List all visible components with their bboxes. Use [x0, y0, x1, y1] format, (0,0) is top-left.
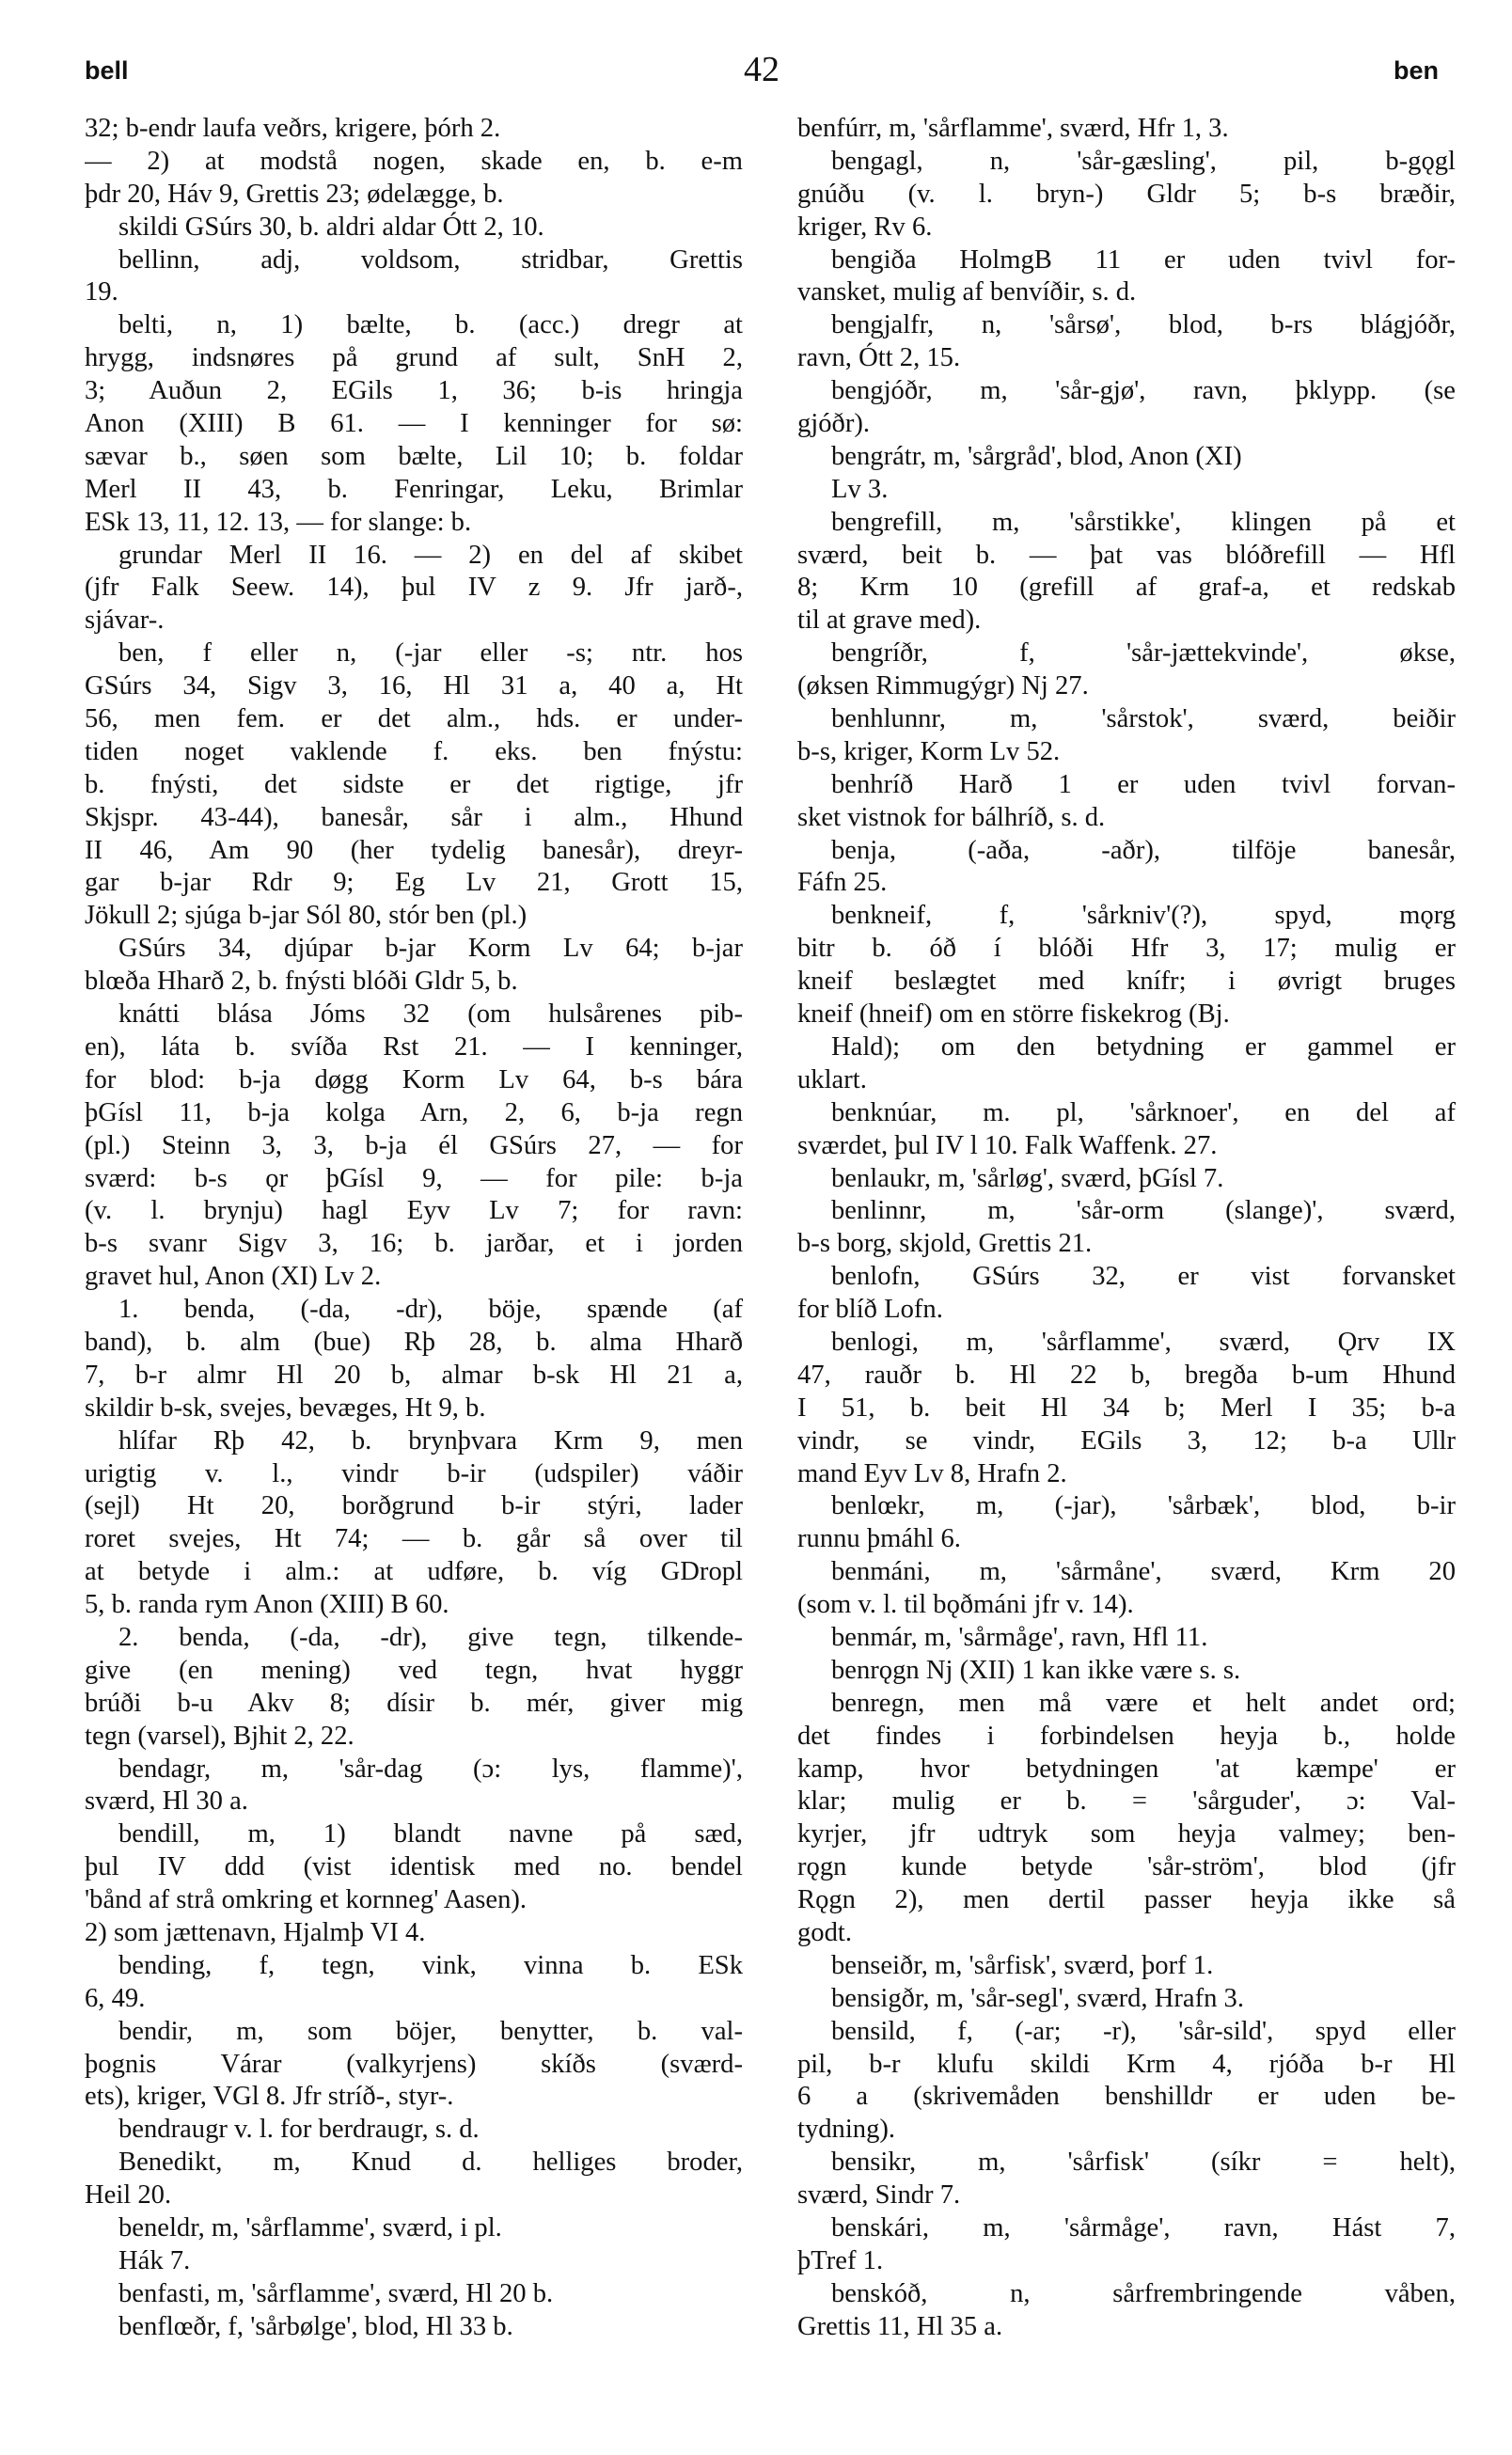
text-line: urigtig v. l., vindr b-ir (udspiler) váðir	[85, 1458, 743, 1488]
text-line: kyrjer, jfr udtryk som heyja valmey; ben-	[797, 1819, 1456, 1849]
text-line: 1. benda, (-da, -dr), böje, spænde (af	[118, 1295, 743, 1325]
text-line: bendill, m, 1) blandt navne på sæd,	[118, 1819, 743, 1849]
text-line: roret svejes, Ht 74; — b. går så over til	[85, 1524, 743, 1554]
text-line: bitr b. óð í blóði Hfr 3, 17; mulig er	[797, 934, 1456, 964]
text-line: en), láta b. svíða Rst 21. — I kenninger,	[85, 1031, 743, 1062]
text-line: bengrátr, m, 'sårgråd', blod, Anon (XI)	[831, 441, 1242, 471]
text-line: hrygg, indsnøres på grund af sult, SnH 2,	[85, 343, 743, 373]
text-line: Grettis 11, Hl 35 a.	[797, 2311, 1003, 2341]
text-line: 2. benda, (-da, -dr), give tegn, tilkende-	[118, 1622, 743, 1652]
text-line: benmáni, m, 'sårmåne', sværd, Krm 20	[831, 1557, 1456, 1587]
text-line: Heil 20.	[85, 2180, 172, 2211]
text-line: b. fnýsti, det sidste er det rigtige, jfr	[85, 769, 743, 799]
text-line: benhríð Harð 1 er uden tvivl forvan-	[831, 769, 1456, 799]
text-line: benskári, m, 'sårmåge', ravn, Hást 7,	[831, 2213, 1456, 2243]
text-line: belti, n, 1) bælte, b. (acc.) dregr at	[118, 310, 743, 340]
text-line: sjávar-.	[85, 606, 165, 636]
text-line: sævar b., søen som bælte, Lil 10; b. foldar	[85, 441, 743, 471]
text-line: bensikr, m, 'sårfisk' (síkr = helt),	[831, 2148, 1456, 2178]
text-line: kriger, Rv 6.	[797, 212, 933, 242]
text-line: sværd, Hl 30 a.	[85, 1786, 248, 1817]
text-line: sket vistnok for bálhríð, s. d.	[797, 802, 1106, 832]
text-line: kneif beslægtet med knífr; i øvrigt bruges	[797, 967, 1456, 997]
text-line: bensigðr, m, 'sår-segl', sværd, Hrafn 3.	[831, 1983, 1245, 2013]
text-line: þdr 20, Háv 9, Grettis 23; ødelægge, b.	[85, 179, 504, 209]
text-line: kneif (hneif) om en större fiskekrog (Bj.	[797, 999, 1230, 1030]
text-line: uklart.	[797, 1064, 867, 1094]
text-line: (øksen Rimmugýgr) Nj 27.	[797, 671, 1089, 701]
text-line: at betyde i alm.: at udføre, b. víg GDropl	[85, 1557, 743, 1587]
text-line: benskóð, n, sårfrembringende våben,	[831, 2278, 1456, 2308]
text-line: þGísl 11, b-ja kolga Arn, 2, 6, b-ja regn	[85, 1097, 743, 1127]
left-column	[85, 113, 743, 2344]
text-line: bengjalfr, n, 'sårsø', blod, b-rs blágjóðr,	[831, 310, 1456, 340]
text-line: gjóðr).	[797, 409, 871, 439]
text-line: Rǫgn 2), men dertil passer heyja ikke så	[797, 1885, 1456, 1915]
text-line: benlogi, m, 'sårflamme', sværd, Ǫrv IX	[831, 1327, 1456, 1357]
text-line: Anon (XIII) B 61. — I kenninger for sø:	[85, 409, 743, 439]
text-line: ets), kriger, VGl 8. Jfr stríð-, styr-.	[85, 2082, 454, 2112]
text-line: bendraugr v. l. for berdraugr, s. d.	[118, 2115, 480, 2145]
text-line: Jökull 2; sjúga b-jar Sól 80, stór ben (pl.)	[85, 901, 528, 931]
text-line: bengjóðr, m, 'sår-gjø', ravn, þklypp. (se	[831, 376, 1456, 406]
right-column	[797, 113, 1456, 2344]
text-line: benlinnr, m, 'sår-orm (slange)', sværd,	[831, 1196, 1456, 1226]
text-line: bengiða HolmgB 11 er uden tvivl for-	[831, 244, 1456, 275]
text-line: 32; b-endr laufa veðrs, krigere, þórh 2.	[85, 114, 501, 143]
text-line: sværdet, þul IV l 10. Falk Waffenk. 27.	[797, 1130, 1218, 1160]
text-line: þul IV ddd (vist identisk med no. bendel	[85, 1852, 743, 1882]
text-line: (som v. l. til bǫðmáni jfr v. 14).	[797, 1590, 1134, 1620]
text-line: benmár, m, 'sårmåge', ravn, Hfl 11.	[831, 1622, 1208, 1652]
text-line: Hák 7.	[118, 2245, 191, 2275]
text-line: b-s, kriger, Korm Lv 52.	[797, 736, 1061, 766]
text-line: runnu þmáhl 6.	[797, 1524, 961, 1554]
text-line: 8; Krm 10 (grefill af graf-a, et redskab	[797, 573, 1456, 603]
right-running-headword: ben	[1393, 56, 1439, 85]
text-line: give (en mening) ved tegn, hvat hyggr	[85, 1655, 743, 1685]
text-line: bendagr, m, 'sår-dag (ɔ: lys, flamme)',	[118, 1754, 743, 1784]
text-line: pil, b-r klufu skildi Krm 4, rjóða b-r Hl	[797, 2049, 1456, 2079]
text-line: 56, men fem. er det alm., hds. er under-	[85, 704, 743, 734]
text-line: benflœðr, f, 'sårbølge', blod, Hl 33 b.	[118, 2311, 513, 2341]
text-line: Merl II 43, b. Fenringar, Leku, Brimlar	[85, 474, 743, 504]
text-line: kamp, hvor betydningen 'at kæmpe' er	[797, 1754, 1456, 1784]
text-line: vindr, se vindr, EGils 3, 12; b-a Ullr	[797, 1425, 1456, 1456]
text-line: sværd: b-s ǫr þGísl 9, — for pile: b-ja	[85, 1163, 743, 1193]
text-line: benlaukr, m, 'sårløg', sværd, þGísl 7.	[831, 1163, 1224, 1193]
text-line: b-s svanr Sigv 3, 16; b. jarðar, et i jorden	[85, 1229, 743, 1259]
text-line: Lv 3.	[831, 474, 889, 504]
page-header	[85, 49, 1439, 96]
text-line: ben, f eller n, (-jar eller -s; ntr. hos	[118, 638, 743, 669]
text-line: I 51, b. beit Hl 34 b; Merl I 35; b-a	[797, 1393, 1456, 1423]
text-line: bengrefill, m, 'sårstikke', klingen på et	[831, 507, 1456, 537]
text-line: bendir, m, som böjer, benytter, b. val-	[118, 2016, 743, 2046]
text-line: bending, f, tegn, vink, vinna b. ESk	[118, 1950, 743, 1980]
text-line: benja, (-aða, -aðr), tilföje banesår,	[831, 835, 1456, 865]
text-line: bengríðr, f, 'sår-jættekvinde', økse,	[831, 638, 1456, 669]
text-line: klar; mulig er b. = 'sårguder', ɔ: Val-	[797, 1786, 1456, 1817]
text-line: skildi GSúrs 30, b. aldri aldar Ótt 2, 10.	[118, 212, 544, 242]
text-line: þTref 1.	[797, 2245, 884, 2275]
text-line: mand Eyv Lv 8, Hrafn 2.	[797, 1458, 1067, 1488]
text-line: 'bånd af strå omkring et kornneg' Aasen).	[85, 1885, 528, 1915]
text-line: bellinn, adj, voldsom, stridbar, Grettis	[118, 244, 743, 275]
text-line: benfúrr, m, 'sårflamme', sværd, Hfr 1, 3.	[797, 114, 1229, 143]
text-line: skildir b-sk, svejes, bevæges, Ht 9, b.	[85, 1393, 486, 1423]
text-line: 47, rauðr b. Hl 22 b, bregða b-um Hhund	[797, 1360, 1456, 1390]
text-line: gravet hul, Anon (XI) Lv 2.	[85, 1262, 382, 1292]
text-line: gnúðu (v. l. bryn-) Gldr 5; b-s bræðir,	[797, 179, 1456, 209]
text-line: brúði b-u Akv 8; dísir b. mér, giver mig	[85, 1688, 743, 1718]
text-line: gar b-jar Rdr 9; Eg Lv 21, Grott 15,	[85, 868, 743, 898]
text-line: knátti blása Jóms 32 (om hulsårenes pib-	[118, 999, 743, 1030]
text-line: godt.	[797, 1917, 852, 1947]
text-line: til at grave med).	[797, 606, 982, 636]
text-line: benregn, men må være et helt andet ord;	[831, 1688, 1456, 1718]
text-line: þognis Várar (valkyrjens) skíðs (sværd-	[85, 2049, 743, 2079]
text-line: — 2) at modstå nogen, skade en, b. e-m	[85, 146, 743, 176]
text-line: rǫgn kunde betyde 'sår-ström', blod (jfr	[797, 1852, 1456, 1882]
text-line: (jfr Falk Seew. 14), þul IV z 9. Jfr jarð-,	[85, 573, 743, 603]
text-line: bensild, f, (-ar; -r), 'sår-sild', spyd eller	[831, 2016, 1456, 2046]
text-line: band), b. alm (bue) Rþ 28, b. alma Hharð	[85, 1327, 743, 1357]
text-line: tiden noget vaklende f. eks. ben fnýstu:	[85, 736, 743, 766]
text-line: (v. l. brynju) hagl Eyv Lv 7; for ravn:	[85, 1196, 743, 1226]
text-line: benlœkr, m, (-jar), 'sårbæk', blod, b-ir	[831, 1491, 1456, 1521]
text-line: bengagl, n, 'sår-gæsling', pil, b-gǫgl	[831, 146, 1456, 176]
text-line: sværd, beit b. — þat vas blóðrefill — Hfl	[797, 540, 1456, 570]
text-line: Benedikt, m, Knud d. helliges broder,	[118, 2148, 743, 2178]
text-line: (sejl) Ht 20, borðgrund b-ir stýri, lader	[85, 1491, 743, 1521]
text-line: tegn (varsel), Bjhit 2, 22.	[85, 1721, 354, 1751]
text-line: GSúrs 34, djúpar b-jar Korm Lv 64; b-jar	[118, 934, 743, 964]
text-line: grundar Merl II 16. — 2) en del af skibet	[118, 540, 743, 570]
text-line: benseiðr, m, 'sårfisk', sværd, þorf 1.	[831, 1950, 1214, 1980]
text-line: b-s borg, skjold, Grettis 21.	[797, 1229, 1093, 1259]
text-line: vansket, mulig af benvíðir, s. d.	[797, 277, 1137, 307]
text-line: Skjspr. 43-44), banesår, sår i alm., Hhund	[85, 802, 743, 832]
text-line: for blíð Lofn.	[797, 1295, 943, 1325]
text-line: Hald); om den betydning er gammel er	[831, 1031, 1456, 1062]
text-line: for blod: b-ja døgg Korm Lv 64, b-s bára	[85, 1064, 743, 1094]
page-number: 42	[744, 50, 780, 89]
text-line: tydning).	[797, 2115, 896, 2145]
text-line: 3; Auðun 2, EGils 1, 36; b-is hringja	[85, 376, 743, 406]
text-line: benhlunnr, m, 'sårstok', sværd, beiðir	[831, 704, 1456, 734]
text-line: Fáfn 25.	[797, 868, 888, 898]
text-line: benfasti, m, 'sårflamme', sværd, Hl 20 b.	[118, 2278, 554, 2308]
text-line: det findes i forbindelsen heyja b., holde	[797, 1721, 1456, 1751]
text-line: (pl.) Steinn 3, 3, b-ja él GSúrs 27, — for	[85, 1130, 743, 1160]
text-line: ESk 13, 11, 12. 13, — for slange: b.	[85, 507, 472, 537]
text-line: 6, 49.	[85, 1983, 146, 2013]
text-line: benrǫgn Nj (XII) 1 kan ikke være s. s.	[831, 1655, 1241, 1685]
text-line: 6 a (skrivemåden benshilldr er uden be-	[797, 2082, 1456, 2112]
text-line: beneldr, m, 'sårflamme', sværd, i pl.	[118, 2213, 502, 2243]
text-line: benknúar, m. pl, 'sårknoer', en del af	[831, 1097, 1456, 1127]
text-line: hlífar Rþ 42, b. brynþvara Krm 9, men	[118, 1425, 743, 1456]
text-line: 19.	[85, 277, 118, 307]
text-line: sværd, Sindr 7.	[797, 2180, 961, 2211]
left-running-headword: bell	[85, 56, 129, 85]
text-line: GSúrs 34, Sigv 3, 16, Hl 31 a, 40 a, Ht	[85, 671, 743, 701]
text-line: II 46, Am 90 (her tydelig banesår), dreyr-	[85, 835, 743, 865]
text-line: blœða Hharð 2, b. fnýsti blóði Gldr 5, b.	[85, 967, 518, 997]
text-line: 7, b-r almr Hl 20 b, almar b-sk Hl 21 a,	[85, 1360, 743, 1390]
text-line: benlofn, GSúrs 32, er vist forvansket	[831, 1262, 1456, 1292]
text-line: ravn, Ótt 2, 15.	[797, 343, 961, 373]
text-line: benkneif, f, 'sårkniv'(?), spyd, mǫrg	[831, 901, 1456, 931]
text-line: 2) som jættenavn, Hjalmþ VI 4.	[85, 1917, 426, 1947]
text-line: 5, b. randa rym Anon (XIII) B 60.	[85, 1590, 449, 1620]
